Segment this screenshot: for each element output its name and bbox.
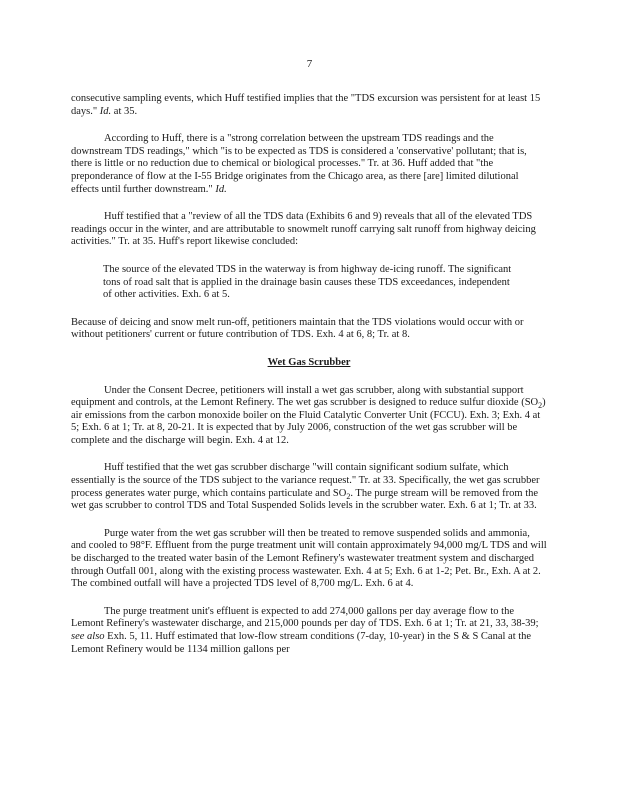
paragraph-text: Under the Consent Decree, petitioners will install a wet gas scrubber, along with substantial support equipment and controls, at the Lemont Refinery. The wet gas scrubber is designed to reduce sulfur dioxide (SO: [71, 384, 539, 409]
paragraph-scrubber-discharge: [71, 462, 547, 512]
paragraph-text: consecutive sampling events, which Huff testified implies that the "TDS excursion was persistent for at least 15 days.": [71, 93, 541, 117]
paragraph-correlation: [71, 133, 547, 196]
paragraph-text: . The purge stream will be removed from the wet gas scrubber to control TDS and Total Suspended Solids levels in the scrubber water. Exh. 6 at 1; Tr. at 33.: [71, 487, 539, 512]
subscript: 2: [346, 491, 351, 501]
paragraph-continuation: [71, 93, 547, 118]
paragraph-text: The purge treatment unit's effluent is expected to add 274,000 gallons per day average flow to the Lemont Refinery's wastewater discharge, and 215,000 pounds per day of TDS. Exh. 6 at 1; Tr. at 21, 33, 38-39;: [71, 605, 539, 630]
paragraph-text: According to Huff, there is a "strong correlation between the upstream TDS readings and the downstream TDS readings," which "is to be expected as TDS is considered a 'conservative' pollutant; that is, there is little or no reduction due to chemical or biological processes." Tr. at 36. Huff added that "the preponderance of flow at the I-55 Bridge originates from the Chicago area, as there [are] limited dilutional effects until further downstream.": [71, 133, 527, 195]
block-quote: The source of the elevated TDS in the waterway is from highway de-icing runoff. The significant tons of road salt that is applied in the drainage basin causes these TDS exceedances, independent of other activities. Exh. 6 at 5.: [103, 263, 512, 301]
paragraph-tds-review: Huff testified that a "review of all the TDS data (Exhibits 6 and 9) reveals that all of the elevated TDS readings occur in the winter, and are attributable to snowmelt runoff carrying salt runoff from highway deicing activities." Tr. at 35. Huff's report likewise concluded:: [71, 211, 536, 248]
page-number: 7: [306, 58, 313, 70]
paragraph-deicing: Because of deicing and snow melt run-off, petitioners maintain that the TDS violations would occur with or without petitioners' current or future contribution of TDS. Exh. 4 at 6, 8; Tr. at 8.: [71, 316, 524, 341]
paragraph-purge-water: Purge water from the wet gas scrubber will then be treated to remove suspended solids and ammonia, and cooled to 98°F. Effluent from the purge treatment unit will contain approximately 94,000 mg/L TDS and will be discharged to the treated water basin of the Lemont Refinery's wastewater treatment system and discharged through Outfall 001, along with the existing process wastewater. Exh. 4 at 5; Exh. 6 at 1-2; Pet. Br., Exh. A at 2. The combined outfall will have a projected TDS level of 8,700 mg/L. Exh. 6 at 4.: [71, 527, 547, 590]
paragraph-consent-decree: [71, 385, 547, 448]
paragraph-text: at 35.: [111, 105, 138, 117]
subscript: 2: [538, 401, 543, 411]
citation: Id.: [215, 183, 227, 195]
paragraph-text: Exh. 5, 11. Huff estimated that low-flow stream conditions (7-day, 10-year) in the S & S Canal at the Lemont Refinery would be 1134 million gallons per: [71, 631, 532, 655]
paragraph-text: ) air emissions from the carbon monoxide boiler on the Fluid Catalytic Converter Unit (FCCU). Exh. 3; Exh. 4 at 5; Exh. 6 at 1; Tr. at 8, 20-21. It is expected that by July 2006, construction of the wet gas scrubber will be complete and the discharge will begin. Exh. 4 at 12.: [71, 397, 546, 446]
paragraph-text: Huff testified that the wet gas scrubber discharge "will contain significant sodium sulfate, which essentially is the source of the TDS subject to the variance request." Tr. at 33. Specifically, the wet gas scrubber process generates water purge, which contains particulate and SO: [71, 462, 540, 499]
citation: see also: [71, 631, 105, 642]
section-heading: Wet Gas Scrubber: [267, 356, 351, 368]
document-body: [71, 93, 547, 671]
citation: Id.: [99, 105, 112, 117]
paragraph-effluent: [71, 606, 547, 656]
